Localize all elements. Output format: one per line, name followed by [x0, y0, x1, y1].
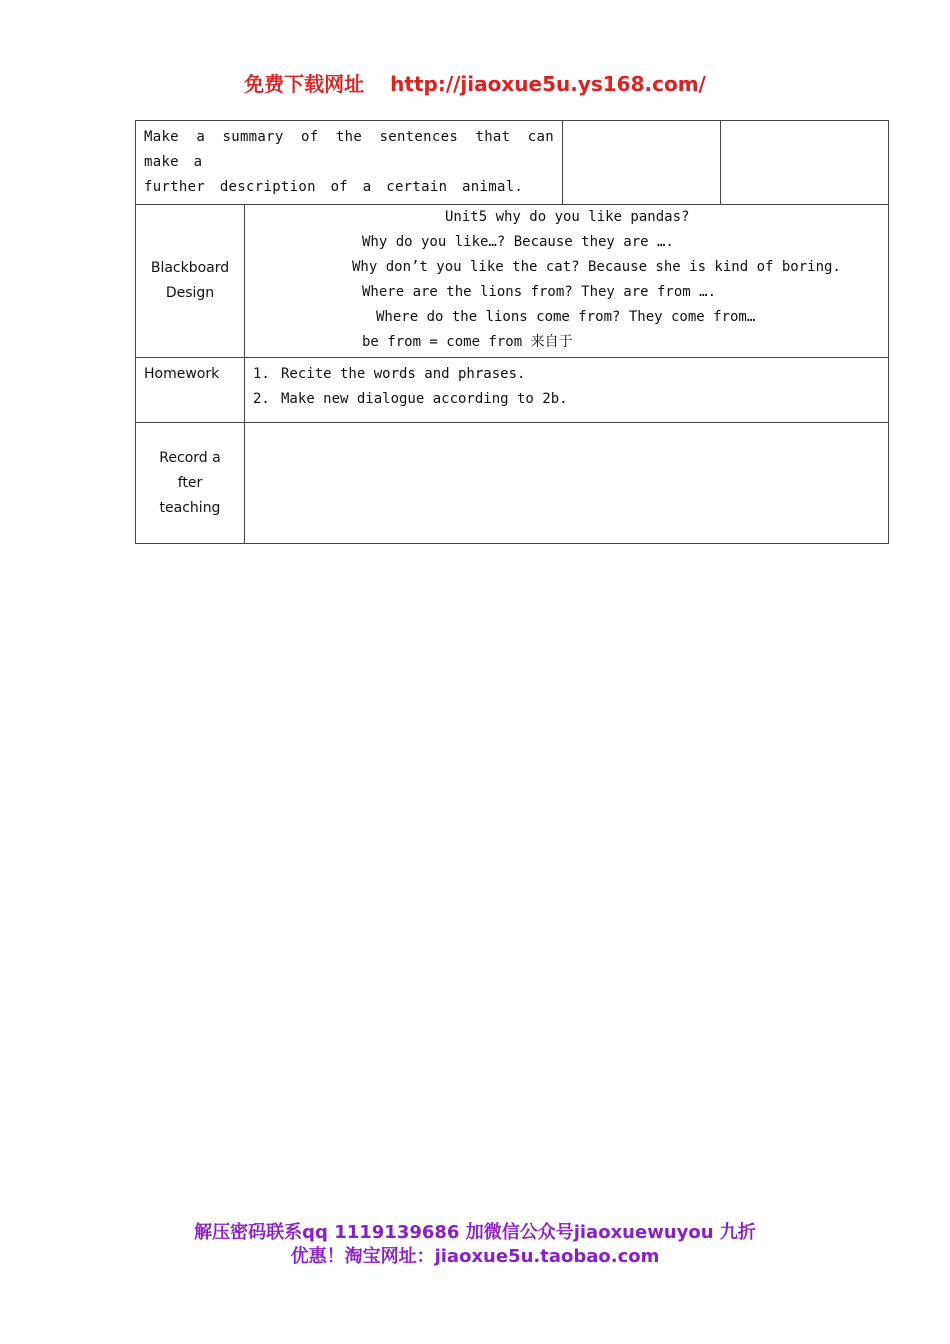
summary-line-1: Make a summary of the sentences that can make a — [144, 129, 554, 170]
summary-row — [136, 121, 889, 205]
blackboard-row — [136, 205, 889, 358]
site-url-link[interactable]: http://jiaoxue5u.ys168.com/ — [390, 72, 706, 96]
blackboard-line: Why don’t you like the cat? Because she is kind of boring. — [352, 259, 841, 275]
homework-item — [253, 362, 880, 387]
lesson-plan-table — [135, 120, 889, 544]
homework-content-cell — [245, 358, 889, 423]
homework-label-cell — [136, 358, 245, 423]
header-banner — [0, 68, 950, 97]
blackboard-line: Where are the lions from? They are from …. — [362, 284, 717, 300]
blackboard-content-cell — [245, 205, 889, 358]
site-label: 免费下载网址 — [244, 72, 365, 96]
summary-text — [136, 121, 562, 204]
homework-item — [253, 387, 880, 412]
record-content-cell — [245, 423, 889, 544]
summary-empty-cell-1 — [563, 121, 721, 205]
blackboard-title: Unit5 why do you like pandas? — [445, 209, 690, 225]
record-label-cell — [136, 423, 245, 544]
summary-line-2: further description of a certain animal. — [144, 179, 524, 195]
blackboard-line: Why do you like…? Because they are …. — [362, 234, 674, 250]
record-label-line-2: fter — [177, 474, 203, 491]
blackboard-line: be from = come from 来自于 — [362, 334, 573, 350]
homework-item-text: Make new dialogue according to 2b. — [281, 391, 568, 407]
homework-item-text: Recite the words and phrases. — [281, 366, 526, 382]
blackboard-label-line-1: Blackboard — [150, 260, 230, 276]
homework-item-number: 2. — [253, 391, 270, 407]
footer-contact-line: 解压密码联系qq 1119139686 加微信公众号jiaoxuewuyou 九折 — [194, 1222, 756, 1243]
blackboard-line: Where do the lions come from? They come from… — [376, 309, 756, 325]
record-label-line-1: Record a — [159, 449, 221, 466]
blackboard-label-line-2: Design — [165, 285, 215, 301]
record-label-line-3: teaching — [159, 499, 221, 516]
summary-cell — [136, 121, 563, 205]
homework-label: Homework — [144, 366, 220, 382]
footer-shop-line: 优惠！淘宝网址：jiaoxue5u.taobao.com — [290, 1246, 660, 1267]
record-row — [136, 423, 889, 544]
homework-row — [136, 358, 889, 423]
homework-list — [245, 358, 888, 422]
summary-empty-cell-2 — [721, 121, 889, 205]
homework-item-number: 1. — [253, 366, 270, 382]
blackboard-label-cell — [136, 205, 245, 358]
